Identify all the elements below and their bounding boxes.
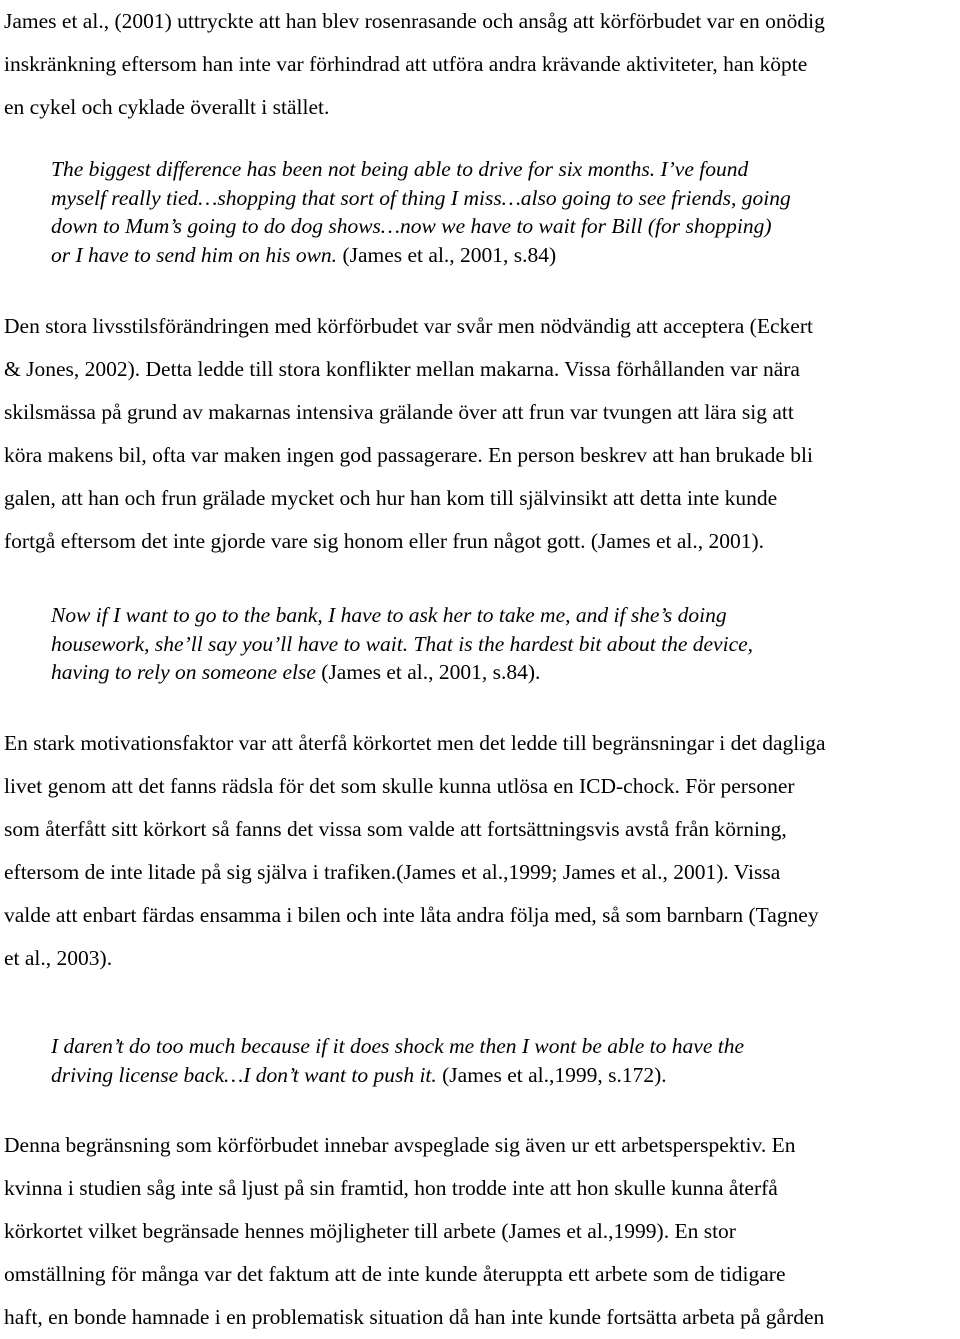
quote-citation: (James et al.,1999, s.172). bbox=[436, 1062, 667, 1087]
text-line: Den stora livsstilsförändringen med körförbudet var svår men nödvändig att acceptera (Eckert bbox=[4, 314, 813, 338]
text-line: köra makens bil, ofta var maken ingen god passagerare. En person beskrev att han brukade bli bbox=[4, 443, 813, 467]
quote-line: I daren’t do too much because if it does shock me then I wont be able to have the bbox=[51, 1034, 745, 1058]
text-line: et al., 2003). bbox=[4, 946, 113, 970]
quote-citation: (James et al., 2001, s.84). bbox=[315, 660, 541, 685]
text-line: fortgå eftersom det inte gjorde vare sig honom eller frun något gott. (James et al., 2001). bbox=[4, 529, 765, 553]
text-line: körkortet vilket begränsade hennes möjligheter till arbete (James et al.,1999). En stor bbox=[4, 1219, 736, 1243]
text-line: James et al., (2001) uttryckte att han blev rosenrasande och ansåg att körförbudet var en onödig bbox=[4, 9, 825, 33]
text-line: galen, att han och frun grälade mycket och hur han kom till självinsikt att detta inte kunde bbox=[4, 486, 778, 510]
text-line: inskränkning eftersom han inte var förhindrad att utföra andra krävande aktiviteter, han köpte bbox=[4, 52, 808, 76]
text-line: livet genom att det fanns rädsla för det som skulle kunna utlösa en ICD-chock. För personer bbox=[4, 774, 795, 798]
text-line: haft, en bonde hamnade i en problematisk situation då han inte kunde fortsätta arbeta på gården bbox=[4, 1305, 825, 1329]
paragraph-motivation bbox=[4, 722, 956, 980]
quote-text: driving license back…I don’t want to push it. bbox=[51, 1062, 437, 1087]
paragraph-lifestyle-change bbox=[4, 305, 956, 563]
text-line: som återfått sitt körkort så fanns det vissa som valde att fortsättningsvis avstå från körning, bbox=[4, 817, 787, 841]
block-quote-biggest-difference bbox=[51, 155, 931, 270]
paragraph-james-cycling bbox=[4, 0, 956, 129]
quote-line: housework, she’ll say you’ll have to wait. That is the hardest bit about the device, bbox=[51, 631, 754, 656]
text-line: en cykel och cyklade överallt i stället. bbox=[4, 95, 330, 119]
quote-text: having to rely on someone else bbox=[51, 660, 316, 685]
paragraph-work-perspective bbox=[4, 1124, 956, 1339]
quote-citation: (James et al., 2001, s.84) bbox=[337, 243, 557, 268]
quote-line: Now if I want to go to the bank, I have to ask her to take me, and if she’s doing bbox=[51, 603, 727, 627]
text-line: valde att enbart färdas ensamma i bilen och inte låta andra följa med, så som barnbarn (Tagney bbox=[4, 903, 819, 927]
text-line: En stark motivationsfaktor var att återfå körkortet men det ledde till begränsningar i det dagliga bbox=[4, 731, 826, 755]
quote-line bbox=[51, 241, 931, 270]
quote-line: down to Mum’s going to do dog shows…now we have to wait for Bill (for shopping) bbox=[51, 214, 772, 239]
quote-line bbox=[51, 658, 931, 687]
text-line: omställning för många var det faktum att de inte kunde återuppta ett arbete som de tidigare bbox=[4, 1262, 786, 1286]
block-quote-bank bbox=[51, 601, 931, 687]
quote-line: The biggest difference has been not being able to drive for six months. I’ve found bbox=[51, 157, 749, 181]
text-line: & Jones, 2002). Detta ledde till stora konflikter mellan makarna. Vissa förhållanden var nära bbox=[4, 357, 800, 381]
quote-line: myself really tied…shopping that sort of thing I miss…also going to see friends, going bbox=[51, 185, 791, 210]
text-line: kvinna i studien såg inte så ljust på sin framtid, hon trodde inte att hon skulle kunna återfå bbox=[4, 1176, 778, 1200]
quote-line bbox=[51, 1061, 931, 1090]
quote-text: or I have to send him on his own. bbox=[51, 243, 338, 268]
block-quote-driving-license bbox=[51, 1032, 931, 1089]
text-line: eftersom de inte litade på sig själva i trafiken.(James et al.,1999; James et al., 2001). Vissa bbox=[4, 860, 781, 884]
text-line: skilsmässa på grund av makarnas intensiva grälande över att frun var tvungen att lära sig att bbox=[4, 400, 794, 424]
text-line: Denna begränsning som körförbudet innebar avspeglade sig även ur ett arbetsperspektiv. En bbox=[4, 1133, 796, 1157]
